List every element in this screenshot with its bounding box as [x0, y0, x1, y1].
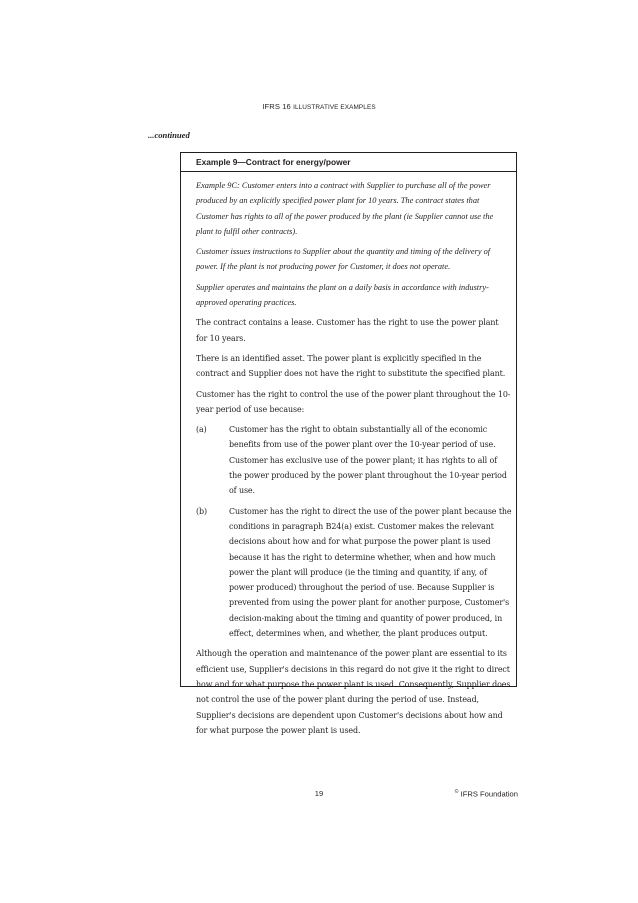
example-body — [181, 172, 516, 738]
closing-paragraph: Although the operation and maintenance of the power plant are essential to its efficient use, Supplier's decisions in this regard do not give it the right to direct how and for what purpose the power plant is used. Consequently, Supplier does not control the use of the power plant during the period of use. Instead, Supplier's decisions are dependent upon Customer's decisions about how and for what purpose the power plant is used. — [196, 649, 511, 735]
header-title: ILLUSTRATIVE EXAMPLES — [293, 104, 376, 111]
example-box — [180, 152, 517, 735]
fact-pattern-paragraph: Supplier operates and maintains the plant on a daily basis in accordance with industry-approved operating practices. — [196, 282, 489, 308]
analysis-paragraph: The contract contains a lease. Customer has the right to use the power plant for 10 years. — [196, 318, 499, 343]
header-prefix: IFRS 16 — [262, 102, 294, 111]
copyright-symbol: © — [454, 789, 459, 795]
fact-pattern-paragraph: Customer issues instructions to Supplier about the quantity and timing of the delivery of power. If the plant is not producing power for Customer, it does not operate. — [196, 247, 491, 272]
copyright-notice — [455, 789, 518, 799]
list-item-label: (a) — [196, 425, 207, 435]
list-item-label: (b) — [196, 506, 207, 516]
example-title: Example 9—Contract for energy/power — [181, 153, 516, 172]
continued-label: ...continued — [148, 130, 190, 140]
analysis-paragraph: There is an identified asset. The power plant is explicitly specified in the contract and Supplier does not have the right to substitute the specified plant. — [196, 353, 506, 379]
list-item-text: Customer has the right to direct the use of the power plant because the conditions in paragraph B24(a) exist. Customer makes the relevant decisions about how and for what purpose the power plant is used because it has the right to determine whether, when and how much power the plant will produce (ie the timing and quantity, if any, of power produced) throughout the period of use. Because Supplier is prevented from using the power plant for another purpose, Customer's decision-making about the timing and quantity of power produced, in effect, determines when, and whether, the plant produces output. — [229, 506, 512, 639]
copyright-text: IFRS Foundation — [458, 789, 518, 799]
running-header — [0, 102, 638, 111]
analysis-paragraph: Customer has the right to control the use of the power plant throughout the 10-year period of use because: — [196, 389, 511, 414]
fact-pattern-paragraph: Example 9C: Customer enters into a contract with Supplier to purchase all of the power produced by an explicitly specified power plant for 10 years. The contract states that Customer has rights to all of the power produced by the plant (ie Supplier cannot use the plant to fulfil other contracts). — [196, 181, 494, 236]
list-item-text: Customer has the right to obtain substantially all of the economic benefits from use of the power plant over the 10-year period of use. Customer has exclusive use of the power plant; it has rights to all of the power produced by the power plant throughout the 10-year period of use. — [229, 425, 507, 496]
page-number: 19 — [314, 789, 324, 798]
list-item — [196, 422, 512, 498]
list-item — [196, 504, 512, 642]
